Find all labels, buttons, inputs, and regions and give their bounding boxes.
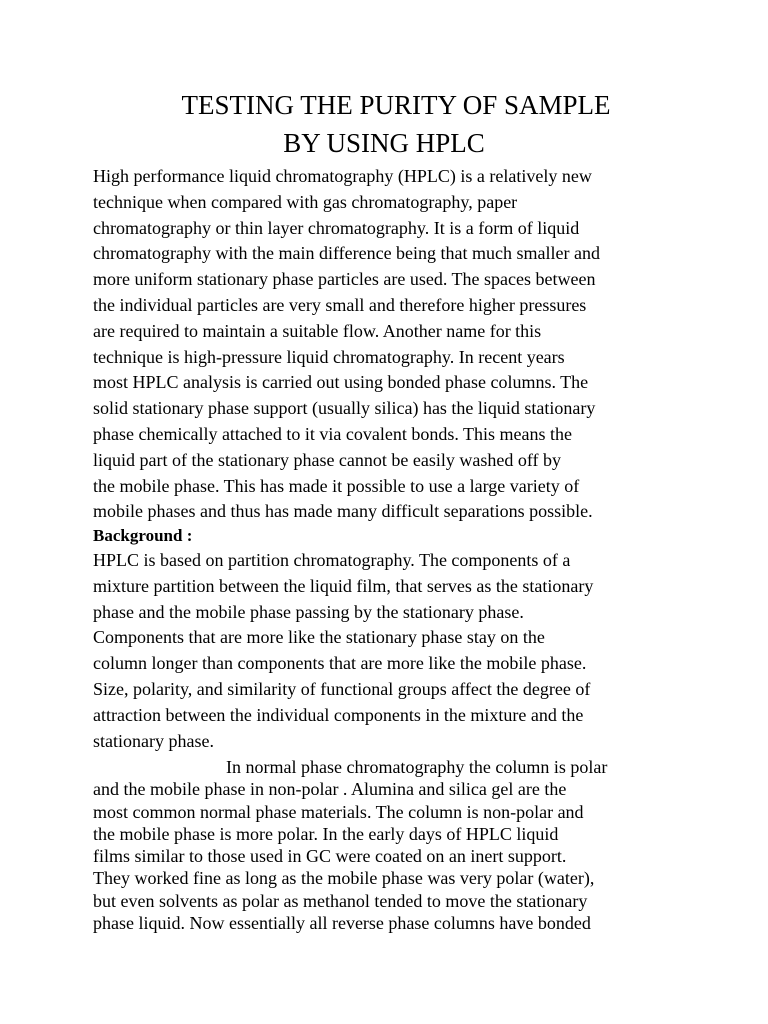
text-line: attraction between the individual components in the mixture and the: [93, 704, 584, 725]
text-line: They worked fine as long as the mobile phase was very polar (water),: [93, 868, 595, 889]
text-line: HPLC is based on partition chromatography. The components of a: [93, 550, 571, 570]
background-heading: Background :: [93, 526, 193, 545]
document-title-line-2: [0, 125, 768, 161]
normal-phase-paragraph: [93, 756, 768, 934]
text-line: chromatography or thin layer chromatography. It is a form of liquid: [93, 217, 580, 238]
text-line: Size, polarity, and similarity of functional groups affect the degree of: [93, 678, 591, 699]
intro-paragraph: [93, 164, 768, 525]
text-line: the individual particles are very small and therefore higher pressures: [93, 294, 587, 315]
background-paragraph: [93, 548, 768, 754]
text-line: stationary phase.: [93, 730, 214, 751]
text-line: mixture partition between the liquid film, that serves as the stationary: [93, 575, 594, 596]
text-line: phase liquid. Now essentially all reverse phase columns have bonded: [93, 913, 591, 934]
text-line: and the mobile phase in non-polar . Alumina and silica gel are the: [93, 779, 567, 800]
text-line: solid stationary phase support (usually silica) has the liquid stationary: [93, 398, 596, 419]
text-line: but even solvents as polar as methanol tended to move the stationary: [93, 890, 588, 911]
text-line: phase and the mobile phase passing by the stationary phase.: [93, 601, 524, 622]
text-line: liquid part of the stationary phase cannot be easily washed off by: [93, 449, 562, 470]
text-line: the mobile phase is more polar. In the early days of HPLC liquid: [93, 823, 559, 844]
text-line: films similar to those used in GC were coated on an inert support.: [93, 846, 567, 867]
text-line: most common normal phase materials. The column is non-polar and: [93, 801, 584, 822]
text-line: are required to maintain a suitable flow. Another name for this: [93, 320, 542, 341]
text-line: technique is high-pressure liquid chromatography. In recent years: [93, 346, 565, 367]
document-title-line-1: TESTING THE PURITY OF SAMPLE: [181, 90, 611, 120]
text-line-indented: [93, 756, 768, 778]
text-line: mobile phases and thus has made many difficult separations possible.: [93, 501, 593, 522]
text-line: the mobile phase. This has made it possible to use a large variety of: [93, 475, 580, 496]
text-line: more uniform stationary phase particles are used. The spaces between: [93, 269, 596, 290]
text-line: chromatography with the main difference being that much smaller and: [93, 243, 600, 264]
text-line: column longer than components that are more like the mobile phase.: [93, 653, 587, 674]
text-line: most HPLC analysis is carried out using bonded phase columns. The: [93, 372, 589, 393]
text-line: High performance liquid chromatography (HPLC) is a relatively new: [93, 166, 592, 186]
text-line: technique when compared with gas chromatography, paper: [93, 191, 518, 212]
document-title-line-2-text: BY USING HPLC: [283, 128, 485, 158]
text-line: Components that are more like the stationary phase stay on the: [93, 627, 545, 648]
text-line: In normal phase chromatography the column is polar: [226, 757, 608, 777]
text-line: phase chemically attached to it via covalent bonds. This means the: [93, 423, 573, 444]
